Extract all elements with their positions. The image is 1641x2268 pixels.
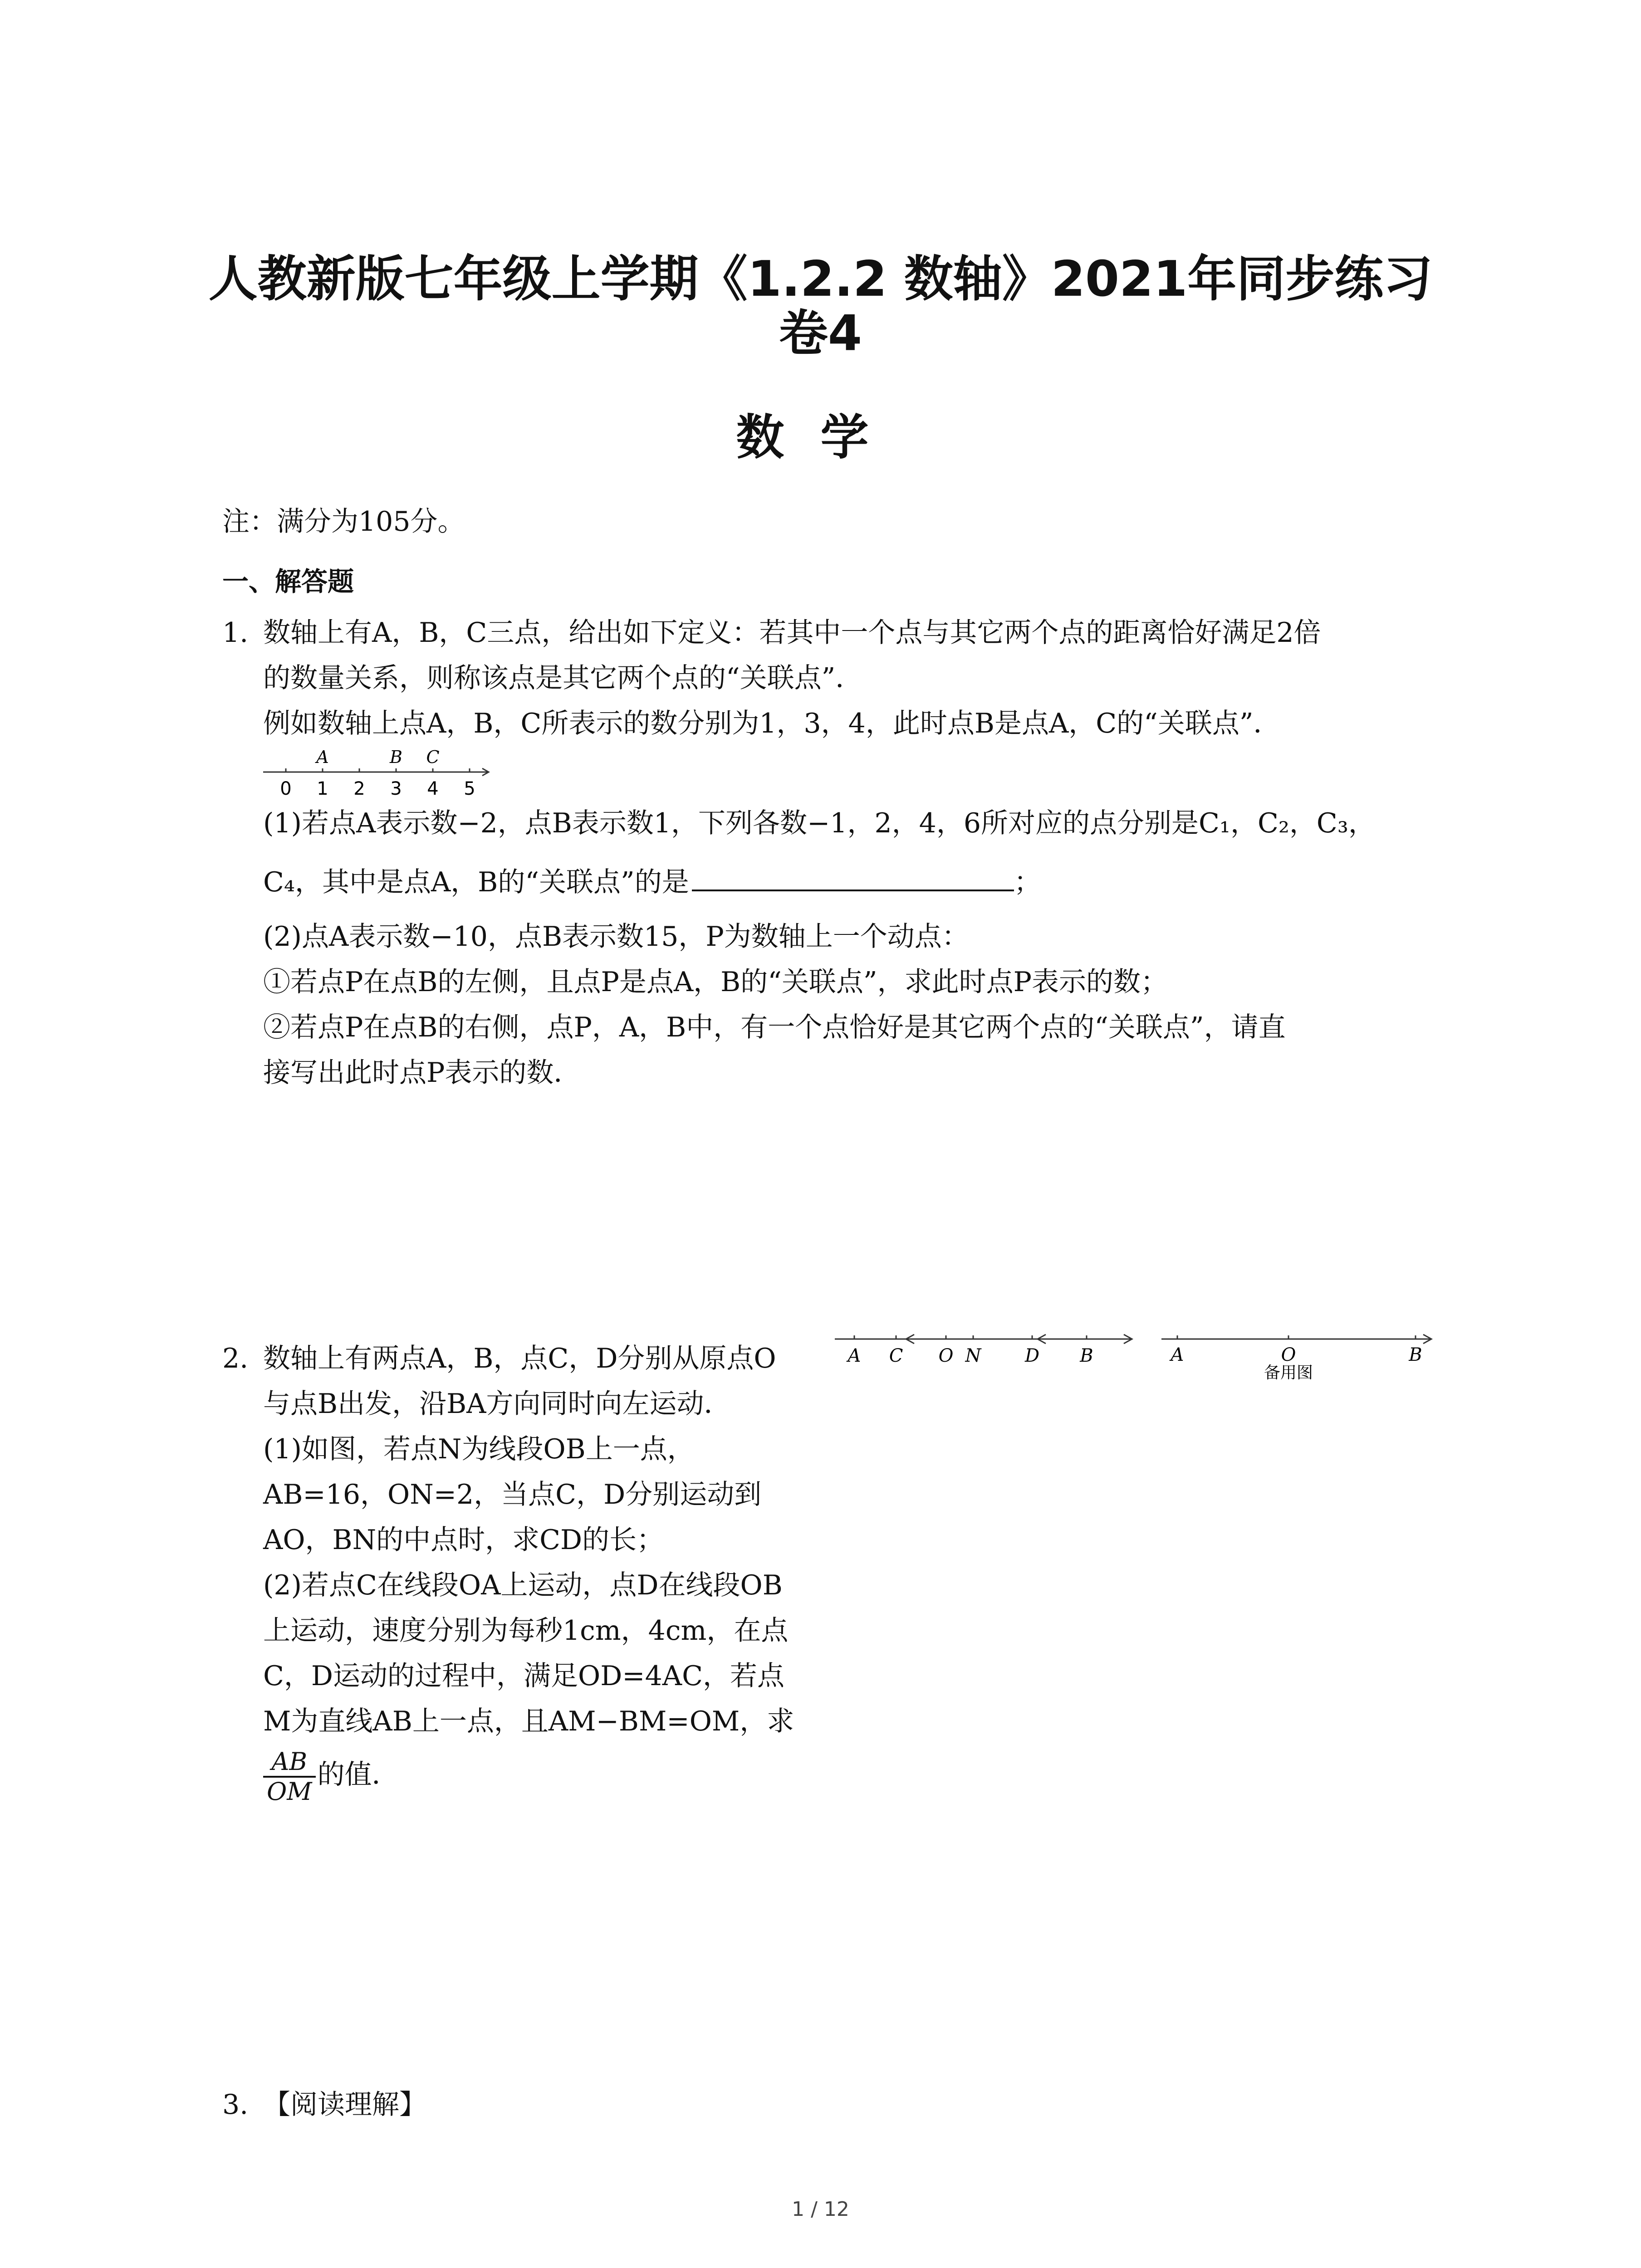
q2-line: (1)如图，若点N为线段OB上一点， <box>263 1433 695 1465</box>
q1-part1-line1: (1)若点A表示数−2，点B表示数1，下列各数−1，2，4，6所对应的点分别是C₁，C₂，C₃， <box>263 807 1376 839</box>
q2-line: C，D运动的过程中，满足OD=4AC，若点 <box>263 1660 784 1692</box>
backup-figure-caption: 备用图 <box>1264 1364 1313 1382</box>
q2-number: 2. <box>222 1343 249 1374</box>
q2-fig1-point-label: C <box>889 1345 903 1366</box>
q1-text-line2: 的数量关系，则称该点是其它两个点的“关联点”． <box>263 662 863 694</box>
q2-line: (2)若点C在线段OA上运动，点D在线段OB <box>263 1569 783 1601</box>
q3-text: 【阅读理解】 <box>263 2089 426 2121</box>
q2-figure-backup <box>1159 1329 1440 1393</box>
q1-part1-text: C₄，其中是点A，B的“关联点”的是 <box>263 866 689 898</box>
q3-number: 3. <box>222 2089 249 2121</box>
fraction-suffix: 的值． <box>317 1759 399 1791</box>
page-number: 1 / 12 <box>792 2198 849 2221</box>
q2-line: 上运动，速度分别为每秒1cm，4cm，在点 <box>263 1615 789 1647</box>
subject-heading: 数学 <box>736 410 905 465</box>
q1-point-label: C <box>426 747 440 767</box>
q1-axis-tick-label: 1 <box>317 778 328 798</box>
q1-axis-tick-label: 3 <box>390 778 402 798</box>
q2-fig2-point-label: A <box>1171 1344 1184 1365</box>
q2-figure-main <box>833 1329 1141 1379</box>
q1-axis-tick-label: 4 <box>427 778 439 798</box>
q2-fig1-point-label: A <box>847 1345 861 1366</box>
q1-part2-line1: (2)点A表示数−10，点B表示数15，P为数轴上一个动点： <box>263 921 969 953</box>
q1-text-line1: 数轴上有A，B，C三点，给出如下定义：若其中一个点与其它两个点的距离恰好满足2倍 <box>263 617 1321 649</box>
q1-axis-tick-label: 0 <box>280 778 292 798</box>
q1-text-line3: 例如数轴上点A，B，C所表示的数分别为1，3，4，此时点B是点A，C的“关联点”． <box>263 708 1281 739</box>
q1-number-line <box>261 739 497 798</box>
ab-over-om-fraction <box>263 1748 316 1806</box>
q2-fraction-line <box>263 1748 794 1806</box>
doc-title-line2: 卷4 <box>779 305 862 362</box>
score-note: 注：满分为105分。 <box>222 506 465 538</box>
q1-point-label: A <box>316 747 329 767</box>
q2-fig1-point-label: N <box>965 1345 981 1366</box>
q2-fig2-point-label: B <box>1409 1344 1422 1365</box>
q1-number: 1. <box>222 617 249 649</box>
q2-line: AB=16，ON=2，当点C，D分别运动到 <box>263 1479 762 1510</box>
q1-part1-end: ； <box>1014 866 1041 898</box>
fraction-denominator: OM <box>267 1777 312 1806</box>
q1-part2-line4: 接写出此时点P表示的数． <box>263 1057 581 1089</box>
q2-fig1-point-label: O <box>938 1345 954 1366</box>
section-title: 一、解答题 <box>222 566 354 597</box>
q1-part1-line2 <box>263 860 1041 905</box>
q2-fig2-point-label: O <box>1281 1344 1296 1365</box>
q2-line: M为直线AB上一点，且AM−BM=OM，求 <box>263 1706 794 1737</box>
fraction-numerator: AB <box>263 1748 316 1778</box>
q2-line: AO，BN的中点时，求CD的长； <box>263 1524 664 1556</box>
q2-line: 数轴上有两点A，B，点C，D分别从原点O <box>263 1343 776 1374</box>
q1-axis-tick-label: 2 <box>353 778 365 798</box>
q2-text-block <box>263 1336 794 1806</box>
q1-axis-tick-label: 5 <box>464 778 475 798</box>
doc-title-line1: 人教新版七年级上学期《1.2.2 数轴》2021年同步练习 <box>208 251 1433 308</box>
q1-answer-blank[interactable] <box>692 862 1014 891</box>
q2-line: 与点B出发，沿BA方向同时向左运动． <box>263 1388 731 1420</box>
q1-point-label: B <box>390 747 402 767</box>
q2-fig1-point-label: D <box>1024 1345 1040 1366</box>
q2-fig1-point-label: B <box>1080 1345 1093 1366</box>
q1-part2-line3: ②若点P在点B的右侧，点P，A，B中，有一个点恰好是其它两个点的“关联点”，请直 <box>263 1012 1286 1043</box>
q1-part2-line2: ①若点P在点B的左侧，且点P是点A，B的“关联点”，求此时点P表示的数； <box>263 966 1168 998</box>
